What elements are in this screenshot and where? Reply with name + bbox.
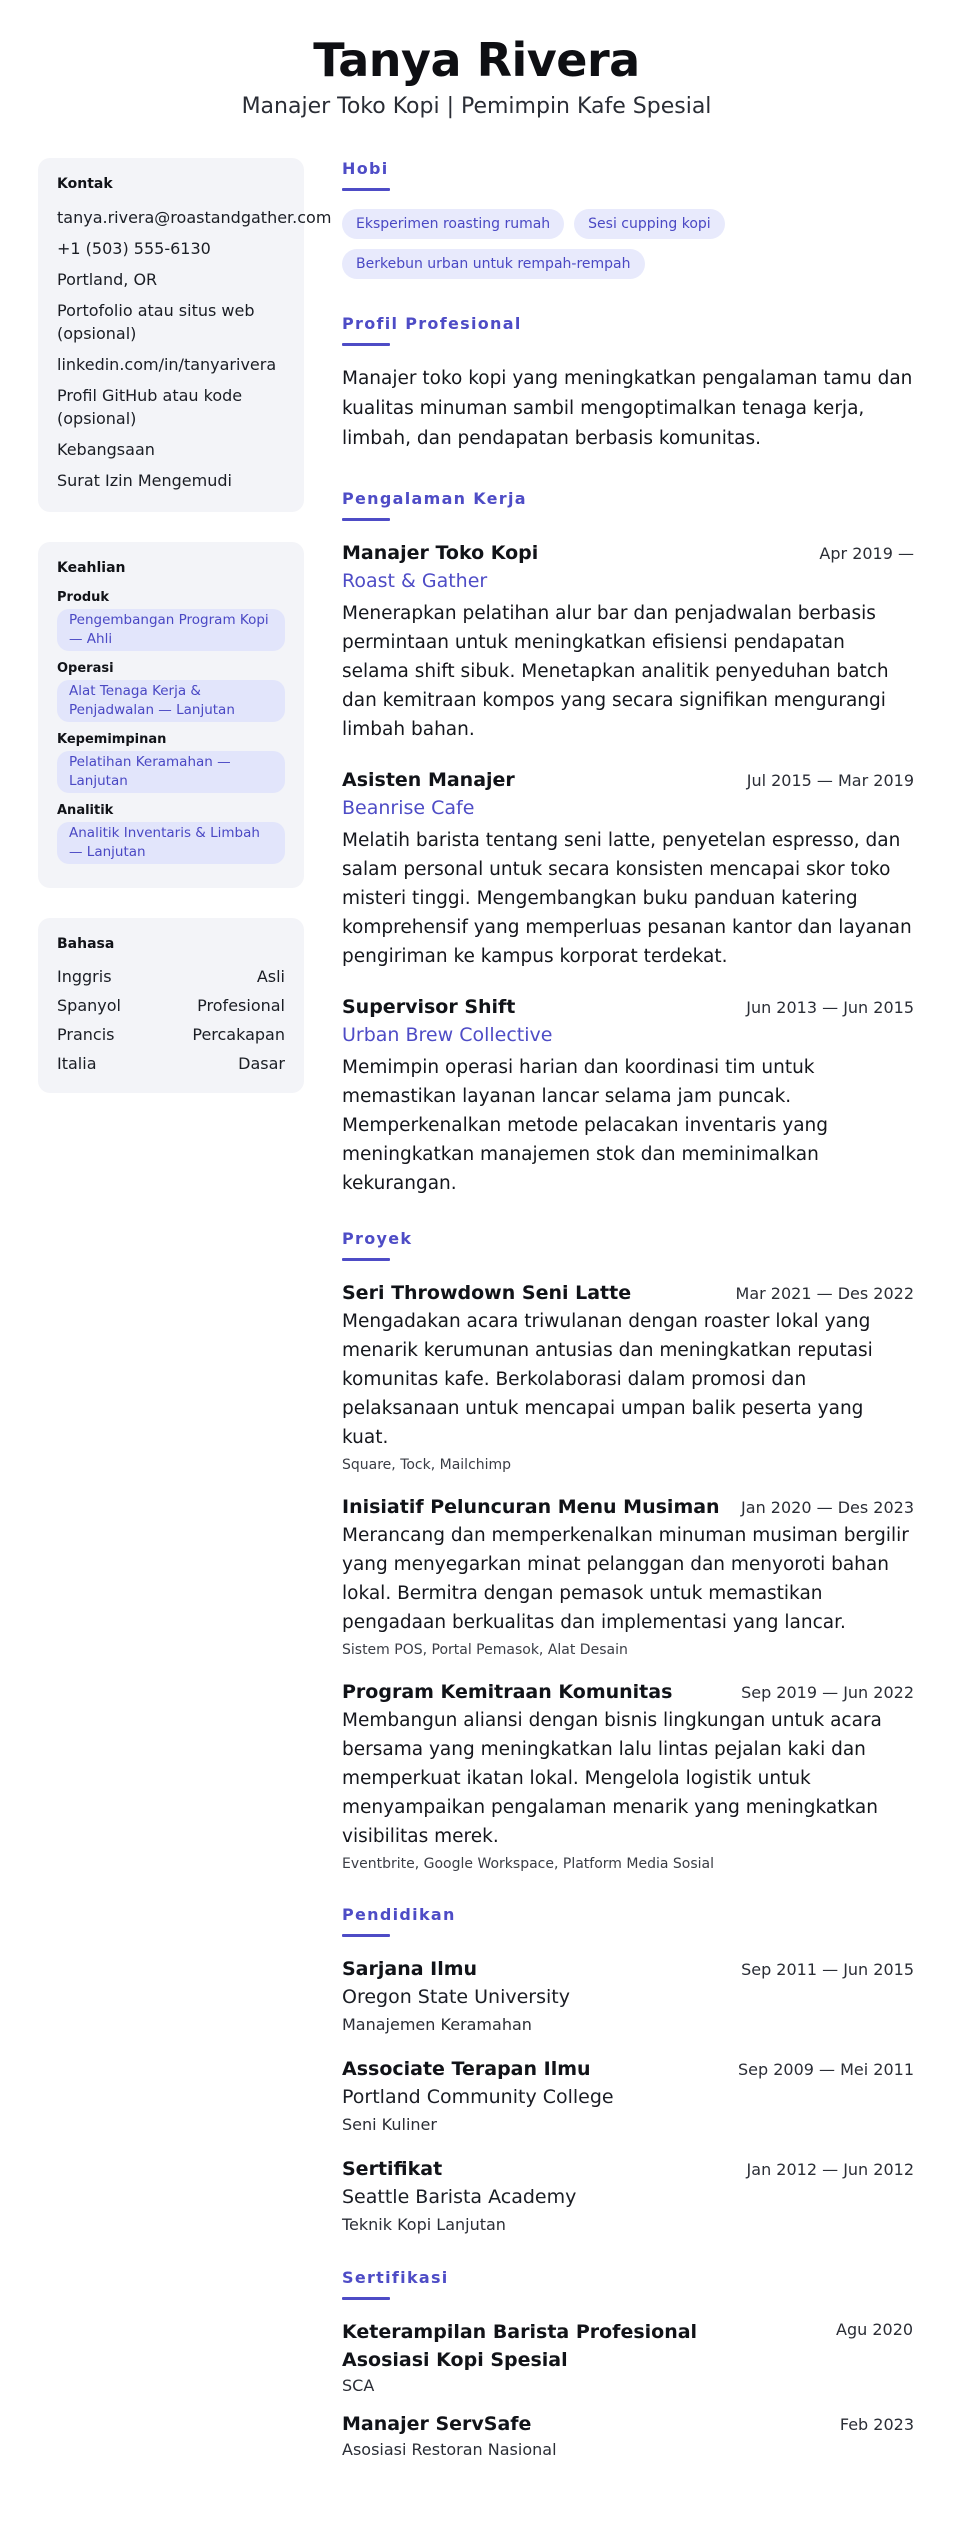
hobbies-section xyxy=(342,158,914,289)
skills-card xyxy=(38,542,304,888)
experience-section xyxy=(342,488,914,1198)
contact-location: Portland, OR xyxy=(57,270,158,289)
candidate-headline: Manajer Toko Kopi | Pemimpin Kafe Spesial xyxy=(241,94,712,119)
skills-title: Keahlian xyxy=(57,560,126,576)
certification-entry xyxy=(342,2410,914,2462)
school-name: Seattle Barista Academy xyxy=(342,2186,577,2208)
contact-title: Kontak xyxy=(57,176,113,192)
project-tools: Sistem POS, Portal Pemasok, Alat Desain xyxy=(342,1642,628,1658)
project-name: Program Kemitraan Komunitas xyxy=(342,1681,673,1703)
experience-entry xyxy=(342,993,914,1198)
section-divider xyxy=(342,343,390,346)
sidebar xyxy=(38,158,332,1123)
job-company: Roast & Gather xyxy=(342,570,488,592)
hobby-chip: Eksperimen roasting rumah xyxy=(342,209,564,239)
profile-section xyxy=(342,313,914,454)
project-date: Jan 2020 — Des 2023 xyxy=(741,1498,914,1517)
section-title: Pendidikan xyxy=(342,1905,456,1924)
section-title: Proyek xyxy=(342,1229,413,1248)
skill-group-title: Analitik xyxy=(57,803,114,818)
language-level: Profesional xyxy=(197,996,285,1015)
certification-date: Agu 2020 xyxy=(836,2320,914,2339)
experience-entry xyxy=(342,766,914,971)
job-company: Beanrise Cafe xyxy=(342,797,475,819)
project-date: Sep 2019 — Jun 2022 xyxy=(741,1683,914,1702)
job-description: Menerapkan pelatihan alur bar dan penjadwalan berbasis permintaan untuk meningkatkan efisiensi pendapatan selama shift sibuk. Menetapkan analitik penyeduhan batch dan kemitraan kompos yang secara signifikan mengurangi limbah bahan. xyxy=(342,603,889,740)
job-description: Memimpin operasi harian dan koordinasi tim untuk memastikan layanan lancar selama jam puncak. Memperkenalkan metode pelacakan inventaris yang meningkatkan manajemen stok dan meminimalkan kekurangan. xyxy=(342,1057,829,1194)
section-divider xyxy=(342,2297,390,2300)
contact-github: Profil GitHub atau kode (opsional) xyxy=(57,386,243,428)
field-of-study: Teknik Kopi Lanjutan xyxy=(342,2215,506,2234)
language-row xyxy=(57,995,285,1017)
language-level: Asli xyxy=(256,967,285,986)
skill-group-title: Kepemimpinan xyxy=(57,732,167,747)
skill-chip: Pengembangan Program Kopi — Ahli xyxy=(57,609,285,651)
skill-group-title: Operasi xyxy=(57,661,114,676)
certification-issuer: SCA xyxy=(342,2376,375,2395)
project-name: Inisiatif Peluncuran Menu Musiman xyxy=(342,1496,720,1518)
section-divider xyxy=(342,518,390,521)
field-of-study: Seni Kuliner xyxy=(342,2115,437,2134)
degree-name: Sarjana Ilmu xyxy=(342,1958,478,1980)
skill-group xyxy=(57,732,285,793)
certification-entry xyxy=(342,2318,914,2398)
hobby-chip: Sesi cupping kopi xyxy=(574,209,725,239)
section-title: Sertifikasi xyxy=(342,2268,449,2287)
certifications-section xyxy=(342,2267,914,2462)
skill-chip: Analitik Inventaris & Limbah — Lanjutan xyxy=(57,822,285,864)
project-name: Seri Throwdown Seni Latte xyxy=(342,1282,632,1304)
skill-group xyxy=(57,661,285,722)
experience-entry xyxy=(342,539,914,744)
hobby-chip: Berkebun urban untuk rempah-rempah xyxy=(342,249,645,279)
certification-name: Manajer ServSafe xyxy=(342,2413,532,2435)
language-row xyxy=(57,1024,285,1046)
degree-name: Sertifikat xyxy=(342,2158,443,2180)
contact-phone: +1 (503) 555-6130 xyxy=(57,239,211,258)
job-title: Supervisor Shift xyxy=(342,996,516,1018)
project-entry xyxy=(342,1678,914,1874)
education-entry xyxy=(342,2155,914,2237)
language-name: Inggris xyxy=(57,967,112,986)
language-row xyxy=(57,966,285,988)
languages-title: Bahasa xyxy=(57,936,115,952)
education-entry xyxy=(342,1955,914,2037)
job-title: Asisten Manajer xyxy=(342,769,515,791)
skill-group xyxy=(57,590,285,651)
project-description: Membangun aliansi dengan bisnis lingkungan untuk acara bersama yang meningkatkan lalu lintas pejalan kaki dan memperkuat ikatan lokal. Mengelola logistik untuk menyampaikan pengalaman menarik yang meningkatkan visibilitas merek. xyxy=(342,1710,882,1847)
certification-name: Keterampilan Barista Profesional Asosiasi Kopi Spesial xyxy=(342,2321,698,2371)
language-row xyxy=(57,1053,285,1075)
job-title: Manajer Toko Kopi xyxy=(342,542,539,564)
contact-card xyxy=(38,158,332,512)
certification-issuer: Asosiasi Restoran Nasional xyxy=(342,2440,557,2459)
hobby-list xyxy=(342,209,914,289)
school-name: Oregon State University xyxy=(342,1986,570,2008)
education-section xyxy=(342,1904,914,2237)
contact-nationality: Kebangsaan xyxy=(57,440,155,459)
profile-summary: Manajer toko kopi yang meningkatkan pengalaman tamu dan kualitas minuman sambil mengoptimalkan tenaga kerja, limbah, dan pendapatan berbasis komunitas. xyxy=(342,368,913,449)
project-tools: Eventbrite, Google Workspace, Platform Media Sosial xyxy=(342,1856,714,1872)
section-title: Hobi xyxy=(342,159,389,178)
contact-drivers-license: Surat Izin Mengemudi xyxy=(57,471,232,490)
main-content xyxy=(342,158,914,2462)
project-entry xyxy=(342,1493,914,1660)
education-date: Sep 2009 — Mei 2011 xyxy=(737,2060,914,2079)
certification-date: Feb 2023 xyxy=(839,2415,914,2434)
language-name: Prancis xyxy=(57,1025,115,1044)
skill-chip: Alat Tenaga Kerja & Penjadwalan — Lanjutan xyxy=(57,680,285,722)
skill-chip: Pelatihan Keramahan — Lanjutan xyxy=(57,751,285,793)
contact-linkedin[interactable]: linkedin.com/in/tanyarivera xyxy=(57,355,277,374)
job-description: Melatih barista tentang seni latte, penyetelan espresso, dan salam personal untuk secara konsisten mencapai skor toko misteri tinggi. Mengembangkan buku panduan katering komprehensif yang memperluas pesanan kantor dan layanan pengiriman ke kampus korporat terdekat. xyxy=(342,830,912,967)
job-company: Urban Brew Collective xyxy=(342,1024,553,1046)
job-date: Jul 2015 — Mar 2019 xyxy=(746,771,914,790)
languages-card xyxy=(38,918,304,1093)
section-divider xyxy=(342,188,390,191)
education-date: Sep 2011 — Jun 2015 xyxy=(741,1960,914,1979)
projects-section xyxy=(342,1228,914,1874)
project-date: Mar 2021 — Des 2022 xyxy=(735,1284,914,1303)
resume-header xyxy=(0,30,953,122)
job-date: Apr 2019 — xyxy=(819,544,914,563)
language-name: Italia xyxy=(57,1054,97,1073)
project-description: Merancang dan memperkenalkan minuman musiman bergilir yang menyegarkan minat pelanggan dan menyoroti bahan lokal. Bermitra dengan pemasok untuk memastikan pengadaan berkualitas dan implementasi yang lancar. xyxy=(342,1525,909,1633)
contact-email[interactable]: tanya.rivera@roastandgather.com xyxy=(57,208,332,227)
education-entry xyxy=(342,2055,914,2137)
job-date: Jun 2013 — Jun 2015 xyxy=(746,998,914,1017)
school-name: Portland Community College xyxy=(342,2086,614,2108)
section-divider xyxy=(342,1934,390,1937)
skill-group xyxy=(57,803,285,864)
section-title: Pengalaman Kerja xyxy=(342,489,527,508)
section-divider xyxy=(342,1258,390,1261)
section-title: Profil Profesional xyxy=(342,314,522,333)
language-name: Spanyol xyxy=(57,996,121,1015)
candidate-name: Tanya Rivera xyxy=(313,33,640,87)
project-description: Mengadakan acara triwulanan dengan roaster lokal yang menarik kerumunan antusias dan meningkatkan reputasi komunitas kafe. Berkolaborasi dalam promosi dan pelaksanaan untuk mencapai umpan balik peserta yang kuat. xyxy=(342,1311,873,1448)
degree-name: Associate Terapan Ilmu xyxy=(342,2058,591,2080)
skill-group-title: Produk xyxy=(57,590,110,605)
language-level: Percakapan xyxy=(192,1025,285,1044)
project-tools: Square, Tock, Mailchimp xyxy=(342,1457,512,1473)
project-entry xyxy=(342,1279,914,1475)
contact-portfolio: Portofolio atau situs web (opsional) xyxy=(57,301,255,343)
language-level: Dasar xyxy=(238,1054,285,1073)
field-of-study: Manajemen Keramahan xyxy=(342,2015,532,2034)
education-date: Jan 2012 — Jun 2012 xyxy=(746,2160,914,2179)
